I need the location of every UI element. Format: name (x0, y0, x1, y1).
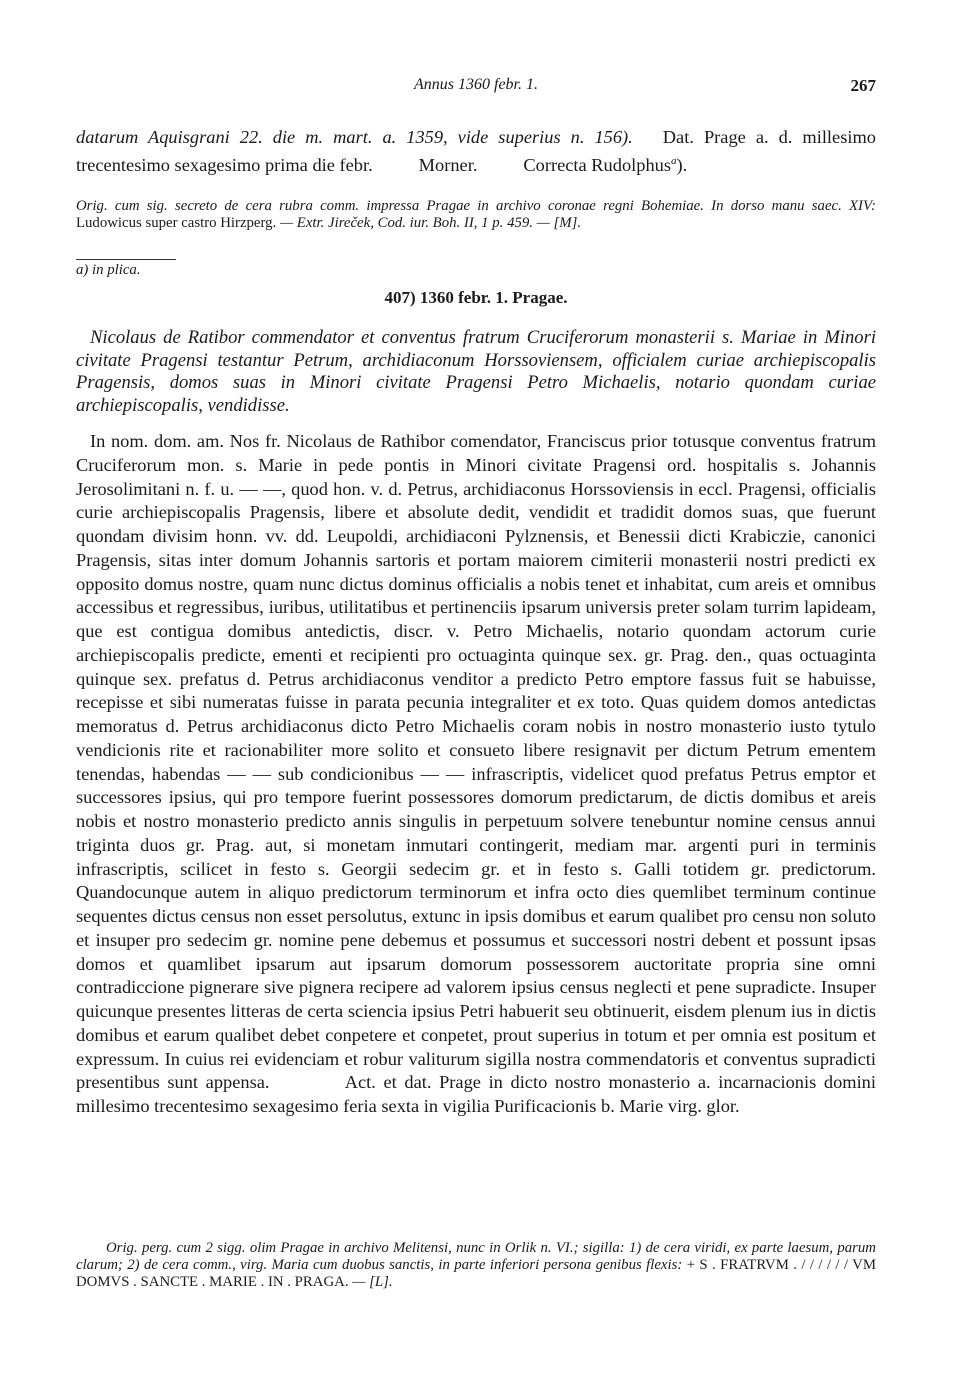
previous-document-text (76, 126, 881, 177)
regest (76, 327, 876, 417)
previous-document-end (76, 126, 881, 177)
regest-text: Nicolaus de Ratibor commendator et conventus fratrum Cruciferorum monasterii s. Mariae in Minori civitate Pragensi testantur Petrum, archidiaconum Horssoviensem, officialem curiae archiepiscopalis Pragensis, domos suas in Minori civitate Pragensi Petro Michaelis, notario quondam curiae archiepiscopalis, vendidisse. (76, 327, 876, 416)
previous-dating-start: Dat. Prage a. d. (662, 127, 793, 147)
source-note-text: Orig. perg. cum 2 sigg. olim Pragae in archivo Melitensi, nunc in Orlik n. VI.; sigilla: 1) de cera viridi, ex parte laesum, parum clarum; 2) de cera comm., virg. Maria cum duobus sanctis, in parte inferiori persona genibus flexis: (76, 1240, 876, 1273)
page-header (76, 76, 876, 100)
previous-date-reference: datarum Aquisgrani 22. die m. mart. a. 1359, vide superius n. 156). (76, 127, 633, 147)
footnote-divider (76, 259, 176, 260)
previous-dating-end: ). (676, 154, 688, 175)
charter-body: In nom. dom. am. Nos fr. Nicolaus de Rathibor comendator, Franciscus prior totusque conventus fratrum Cruciferorum mon. s. Marie in pede pontis in Minori civitate Pragensi ord. hospitalis s. Johannis Jerosolimitani n. f. u. — —, quod hon. v. d. Petrus, archidiaconus Horssoviensis in eccl. Pragensi, officialis curie archiepiscopalis Pragensis, libere et absolute dedit, vendidit et tradidit domos suas, que fuerunt quondam divisim honn. vv. dd. Leupoldi, archidiaconi Pylznensis, et Benessii dicti Krabiczie, canonici Pragensis, sitas inter domum Johannis sartoris et portam maiorem cimiterii monasterii nostri predicti ex opposito domus nostre, quam nunc dictus dominus officialis a nobis tenet et inhabitat, cum areis et omnibus accessibus et regressibus, iuribus, utilitatibus et pertinenciis ipsarum universis preter solam turrim lapideam, que est contigua domibus antedictis, discr. v. Petro Michaelis, notario quondam actorum curie archiepiscopalis predicte, ementi et recipienti pro octuaginta quinque sex. gr. Prag. den., quas octuaginta quinque sex. prefatus d. Petrus archidiaconus venditor a predicto Petro emptore fassus fuit se habuisse, recepisse et sibi numeratas fuisse in parata pecunia integraliter et ex toto. Quas quidem domos antedictas memoratus d. Petrus archidiaconus dicto Petro Michaelis coram nobis in nostro monasterio iusto tytulo vendicionis rite et racionabiliter more solito et consueto libere resignavit per dictum Petrum ementem tenendas, habendas — — sub condicionibus — — infrascriptis, videlicet quod prefatus Petrus emptor et successores ipsius, qui pro tempore fuerint possessores domorum predictarum, de dictis domibus et areis nobis et nostro monasterio predicto annis singulis in perpetuum solvere tenebuntur nomine census annui triginta duos gr. Prag. aut, si monetam inmutari contingerit, mediam mar. argenti puri in terminis infrascriptis, scilicet in festo s. Georgii sedecim gr. et in festo s. Galli totidem gr. predictorum. Quandocunque autem in aliquo predictorum terminorum et infra octo dies quemlibet terminum continue sequentes dictus census non esset persolutus, extunc in ipsis domibus et earum qualibet pro censu non soluto et insuper pro sedecim gr. nomine pene debemus et possumus et successori nostri debent et possunt ipsas domos et quamlibet ipsarum aut ipsarum domorum possessorem auctoritate propria sine omni contradiccione pignerare sive pignera recipere ad valorem ipsius census neglecti et pene supradicte. Insuper quicunque presentes litteras de certa sciencia ipsius Petri habuerit seu obtinuerit, eisdem plenum ius in dictis domibus et earum qualibet debet conpetere et conpetet, prout superius in totum et per omnia est positum et expressum. In cuius rei evidenciam et robur valiturum sigilla nostra commendatoris et conventus supradicti presentibus sunt appensa. Act. et dat. Prage in dicto nostro monasterio a. incarnacionis domini millesimo trecentesimo sexagesimo feria sexta in vigilia Purificacionis b. Marie virg. glor. (76, 431, 881, 1116)
seal-legend: + S . FRATRVM . / / / / / / VM DOMVS . SANCTE . MARIE . IN . PRAGA. (76, 1257, 877, 1290)
footnote-a: a) in plica. (76, 262, 141, 278)
previous-source-note-text: Orig. cum sig. secreto de cera rubra comm. impressa Pragae in archivo coronae regni Bohemiae. In dorso manu saec. XIV: (76, 198, 876, 214)
running-title: Annus 1360 febr. 1. (414, 76, 538, 93)
page-number: 267 (850, 76, 876, 95)
footnote-marker-a: a (671, 154, 677, 167)
previous-dorsal-note: Ludowicus super castro Hirzperg. (76, 215, 277, 231)
document-heading: 407) 1360 febr. 1. Pragae. (384, 288, 568, 307)
previous-source-note-end: — Extr. Jireček, Cod. iur. Boh. II, 1 p. 459. — [M]. (276, 215, 582, 231)
charter-text (76, 430, 881, 1119)
previous-source-note (76, 198, 876, 232)
source-note-end: — [L]. (348, 1274, 393, 1290)
source-note (76, 1240, 876, 1291)
previous-dating-rest: millesimo trecentesimo sexagesimo prima die febr. Morner. Correcta Rudolphus (76, 127, 881, 175)
